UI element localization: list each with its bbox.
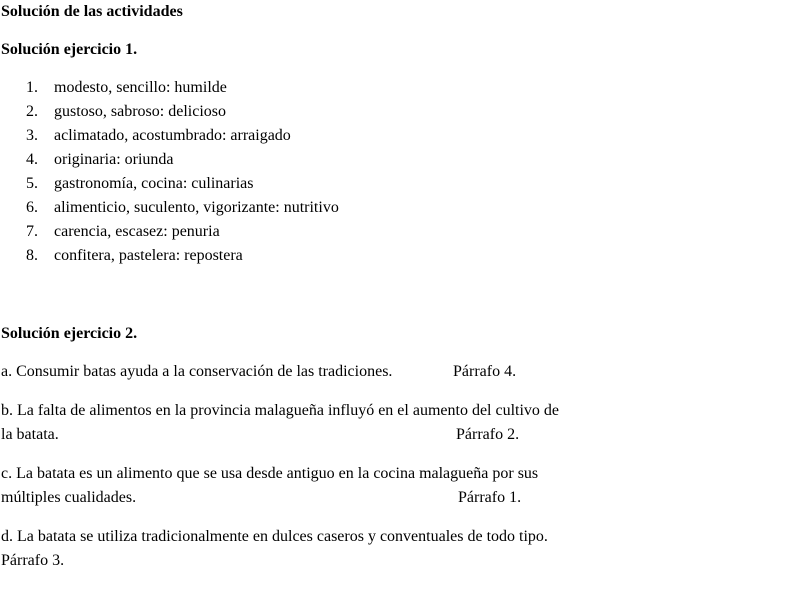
list-item-number: 6. xyxy=(26,199,38,216)
answer-d-paragraph-ref: Párrafo 3. xyxy=(1,552,65,569)
exercise2-title: Solución ejercicio 2. xyxy=(1,325,138,342)
list-item-number: 7. xyxy=(26,223,38,240)
answer-c-paragraph-ref: Párrafo 1. xyxy=(458,489,522,506)
answer-c-text-line2: múltiples cualidades. xyxy=(1,489,137,506)
page-heading: Solución de las actividades xyxy=(1,3,183,20)
answer-a-paragraph-ref: Párrafo 4. xyxy=(453,363,517,380)
list-item-text: alimenticio, suculento, vigorizante: nutritivo xyxy=(54,199,339,216)
answer-b-text-line1: b. La falta de alimentos en la provincia malagueña influyó en el aumento del cultivo de xyxy=(1,402,560,419)
list-item-text: aclimatado, acostumbrado: arraigado xyxy=(54,127,291,144)
answer-d-text-line1: d. La batata se utiliza tradicionalmente en dulces caseros y conventuales de todo tipo. xyxy=(1,528,548,545)
list-item-text: gustoso, sabroso: delicioso xyxy=(54,103,226,120)
list-item-number: 1. xyxy=(26,79,38,96)
list-item-number: 3. xyxy=(26,127,38,144)
list-item-number: 4. xyxy=(26,151,38,168)
list-item-text: originaria: oriunda xyxy=(54,151,174,168)
answer-b-paragraph-ref: Párrafo 2. xyxy=(456,426,520,443)
list-item-text: gastronomía, cocina: culinarias xyxy=(54,175,254,192)
list-item-text: carencia, escasez: penuria xyxy=(54,223,220,240)
list-item-text: confitera, pastelera: repostera xyxy=(54,247,243,264)
list-item-number: 8. xyxy=(26,247,38,264)
list-item-number: 5. xyxy=(26,175,38,192)
list-item-text: modesto, sencillo: humilde xyxy=(54,79,227,96)
answer-c-text-line1: c. La batata es un alimento que se usa desde antiguo en la cocina malagueña por sus xyxy=(1,465,539,482)
answer-a-text: a. Consumir batas ayuda a la conservación de las tradiciones. xyxy=(1,363,393,380)
answer-b-text-line2: la batata. xyxy=(1,426,59,443)
exercise1-title: Solución ejercicio 1. xyxy=(1,41,138,58)
list-item-number: 2. xyxy=(26,103,38,120)
